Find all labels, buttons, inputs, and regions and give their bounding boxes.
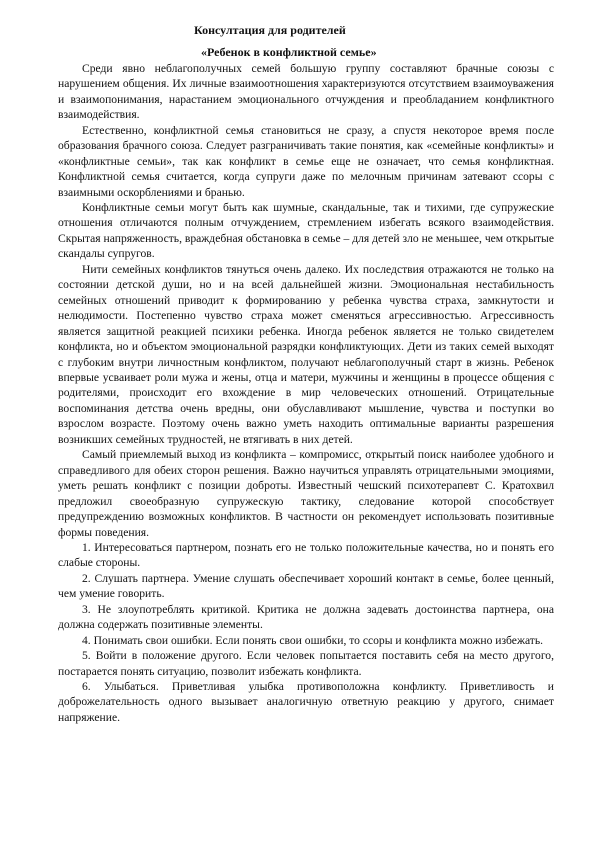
- list-item-3: 3. Не злоупотреблять критикой. Критика не должна задевать достоинства партнера, она должна содержать позитивные элементы.: [58, 602, 554, 632]
- document-title: Консултация для родителей: [194, 23, 346, 37]
- paragraph-consequences: Нити семейных конфликтов тянуться очень далеко. Их последствия отражаются не только на состоянии детской души, но и на всей дальнейшей жизни. Эмоциональная нестабильность семейных отношений приводит к формированию у ребенка чувства страха, замкнутости и нелюдимости. Постепенно чувство страха может сменяться агрессивностью. Агрессивность является защитной реакцией психики ребенка. Иногда ребенок является не только свидетелем конфликта, но и объектом эмоциональной разрядки конфликтующих. Дети из таких семей выходят с глубоким внутри личностным конфликтом, получают неблагополучный старт в жизнь. Ребенок впервые усваивает роли мужа и жены, отца и матери, мужчины и женщины в процессе общения с родителями, происходит его вхождение в мир человеческих отношений. Отрицательные воспоминания детства очень вредны, они обуславливают мышление, чувства и поступки во взрослом возрасте. Поэтому очень важно уметь находить оптимальные варианты разрешения возникших семейных трудностей, не втягивать в них детей.: [58, 262, 554, 446]
- list-item-2: 2. Слушать партнера. Умение слушать обеспечивает хороший контакт в семье, более ценный, чем умение говорить.: [58, 571, 554, 601]
- paragraph-conflict-family-types: Конфликтные семьи могут быть как шумные, скандальные, так и тихими, где супружеские отношения отличаются полным отчуждением, стремлением избегать всякого взаимодействия. Скрытая напряженность, враждебная обстановка в семье – для детей зло не меньшее, чем открытые скандалы супругов.: [58, 200, 554, 261]
- document-subtitle: «Ребенок в конфликтной семье»: [201, 45, 377, 60]
- list-item-4: 4. Понимать свои ошибки. Если понять свои ошибки, то ссоры и конфликта можно избежать.: [82, 633, 544, 647]
- paragraph-intro: Среди явно неблагополучных семей большую группу составляют брачные союзы с нарушением общения. Их личные взаимоотношения характеризуются отсутствием взаимоуважения и взаимопонимания, нарастанием эмоционального отчуждения и преобладанием конфликтного взаимодействия.: [58, 61, 554, 122]
- paragraph-conflict-family-definition: Естественно, конфликтной семья становиться не сразу, а спустя некоторое время после образования брачного союза. Следует разграничивать такие понятия, как «семейные конфликты» и «конфликтные семьи», так как конфликт в семье еще не означает, что семья конфликтная. Конфликтной семья считается, когда супруги даже по мелочным причинам затевают ссоры с взаимными оскорблениями и бранью.: [58, 123, 554, 199]
- document-page: [58, 23, 554, 725]
- paragraph-compromise: Самый приемлемый выход из конфликта – компромисс, открытый поиск наиболее удобного и справедливого для обеих сторон решения. Важно научиться управлять отрицательными эмоциями, уметь решать конфликт с позиции доброты. Известный чешский психотерапевт С. Кратохвил предложил своеобразную супружескую тактику, следование которой способствует предупреждению возможных конфликтов. В частности он рекомендует использовать позитивные формы поведения.: [58, 448, 554, 539]
- list-item-1: 1. Интересоваться партнером, познать его не только положительные качества, но и понять его слабые стороны.: [58, 540, 554, 570]
- list-item-5: 5. Войти в положение другого. Если человек попытается поставить себя на место другого, постарается понять ситуацию, позволит избежать конфликта.: [58, 649, 554, 678]
- list-item-6: 6. Улыбаться. Приветливая улыбка противоположна конфликту. Приветливость и доброжелательность одного вызывает аналогичную ответную реакцию у другого, снимает напряжение.: [58, 680, 554, 724]
